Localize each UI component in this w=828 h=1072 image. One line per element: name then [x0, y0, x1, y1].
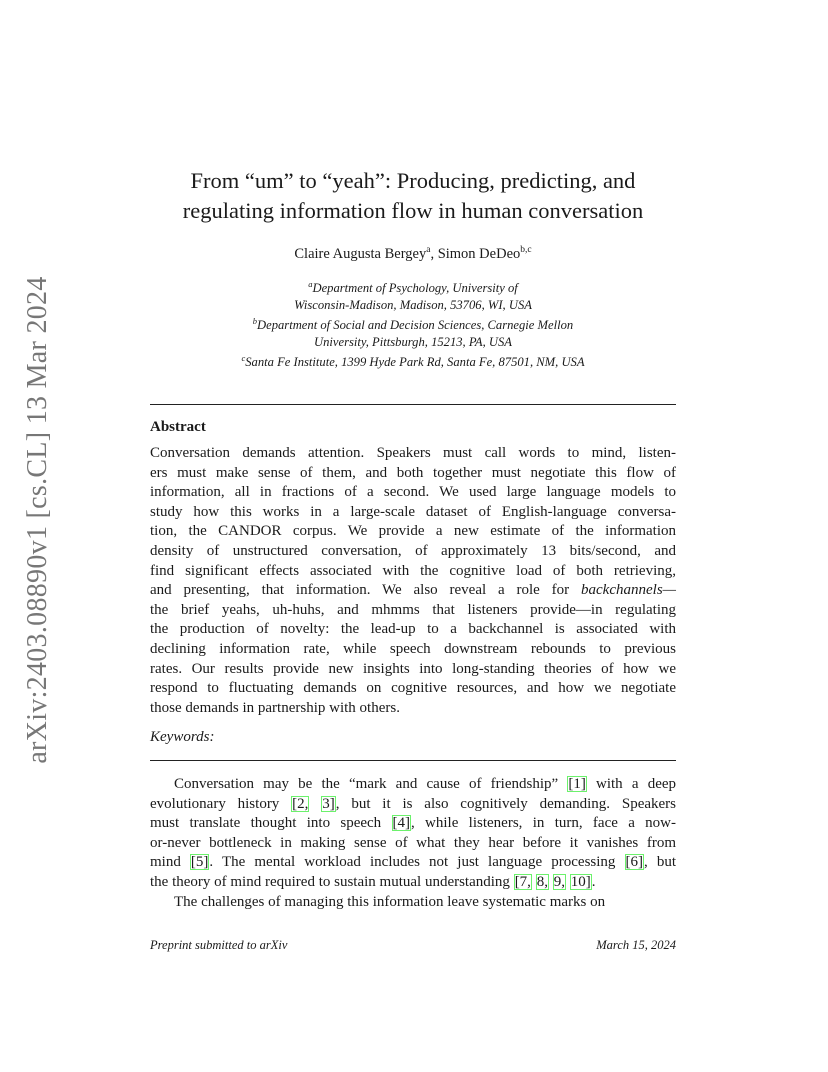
citation-link[interactable]: 8, — [536, 873, 548, 890]
affiliation-line: $^b$Department of Social and Decision Sciences, Carnegie Mellon — [252, 316, 574, 333]
affiliation-line: $^c$Santa Fe Institute, 1399 Hyde Park Rd, Santa Fe, 87501, NM, USA — [241, 353, 585, 370]
citation-link[interactable]: [6] — [625, 854, 643, 871]
affiliation-line: $^a$Department of Psychology, University of — [308, 279, 518, 296]
citation-link[interactable]: 3] — [322, 795, 335, 812]
abstract-line: declining information rate, while speech downstream rebounds to previous — [150, 640, 676, 657]
citation-link[interactable]: [5] — [190, 854, 209, 871]
author-name: Claire Augusta Bergey — [294, 245, 427, 262]
abstract-line: ers must make sense of them, and both together must negotiate this flow of — [150, 464, 676, 481]
citation-link[interactable]: [4] — [392, 815, 410, 832]
author-affil-mark: a — [426, 245, 431, 255]
footer-date: March 15, 2024 — [596, 938, 676, 952]
citation-link[interactable]: 9, — [553, 873, 565, 890]
abstract-line: the production of novelty: the lead-up to a backchannel is associated with — [150, 621, 676, 638]
citation-link[interactable]: [1] — [568, 776, 586, 792]
abstract-line: information, all in fractions of a second. We used large language models to — [150, 484, 676, 501]
citation-link[interactable]: 10] — [570, 873, 591, 890]
citation-link[interactable]: [7, — [514, 873, 531, 890]
abstract-line: find significant effects associated with the cognitive load of both retrieving, — [150, 562, 676, 579]
intro-line: The challenges of managing this information leave systematic marks on — [174, 893, 606, 910]
abstract-line: rates. Our results provide new insights into long-standing theories of how we — [150, 660, 676, 677]
intro-line: Conversation may be the “mark and cause of friendship” [1] with a deep — [174, 776, 677, 792]
title-line-2: regulating information flow in human conversation — [182, 198, 644, 223]
intro-line: must translate thought into speech [4], while listeners, in turn, face a now- — [150, 815, 676, 832]
arxiv-id: arXiv:2403.08890v1 [cs.CL] 13 Mar 2024 — [22, 276, 53, 764]
abstract-line: study how this works in a large-scale dataset of English-language conversa- — [150, 503, 676, 520]
abstract-line: and presenting, that information. We also reveal a role for backchannels— — [150, 582, 676, 599]
intro-line: mind [5]. The mental workload includes not just language processing [6], but — [150, 854, 676, 871]
affiliation-line: University, Pittsburgh, 15213, PA, USA — [314, 334, 512, 349]
affiliation-line: Wisconsin-Madison, Madison, 53706, WI, USA — [294, 297, 532, 312]
abstract-line: respond to fluctuating demands on cognitive resources, and how we negotiate — [150, 680, 676, 697]
italic-term: backchannels— — [581, 582, 676, 599]
intro-line: or-never bottleneck in making sense of what they hear before it vanishes from — [150, 834, 676, 851]
abstract-heading: Abstract — [150, 419, 206, 435]
abstract-bottom-rule — [150, 760, 676, 761]
title-line-1: From “um” to “yeah”: Producing, predicting, and — [190, 168, 636, 193]
paper-title — [150, 166, 676, 226]
intro-line: the theory of mind required to sustain mutual understanding [7, 8, 9, 10]. — [150, 873, 596, 890]
abstract-line: Conversation demands attention. Speakers must call words to mind, listen- — [150, 445, 676, 461]
affiliations — [150, 276, 676, 371]
arxiv-sidebar-stamp — [16, 276, 60, 764]
abstract-body — [150, 444, 676, 718]
citation-link[interactable]: [2, — [292, 795, 309, 812]
abstract-top-rule — [150, 404, 676, 405]
abstract-line: the brief yeahs, uh-huhs, and mhmms that listeners provide—in regulating — [150, 601, 676, 618]
intro-line: evolutionary history [2, 3], but it is also cognitively demanding. Speakers — [150, 795, 676, 812]
footer-preprint-note: Preprint submitted to arXiv — [150, 938, 288, 952]
author-list: Claire Augusta Bergey$^a$, Simon DeDeo$^{b,c}$ — [294, 245, 532, 262]
abstract-line: tion, the CANDOR corpus. We provide a new estimate of the information — [150, 523, 676, 540]
abstract-line: those demands in partnership with others. — [150, 699, 400, 716]
intro-paragraph — [150, 775, 676, 912]
author-affil-mark: b,c — [520, 245, 532, 255]
keywords-label: Keywords: — [150, 729, 215, 745]
abstract-line: density of unstructured conversation, of approximately 13 bits/second, and — [150, 542, 676, 559]
author-name: Simon DeDeo — [437, 245, 521, 262]
